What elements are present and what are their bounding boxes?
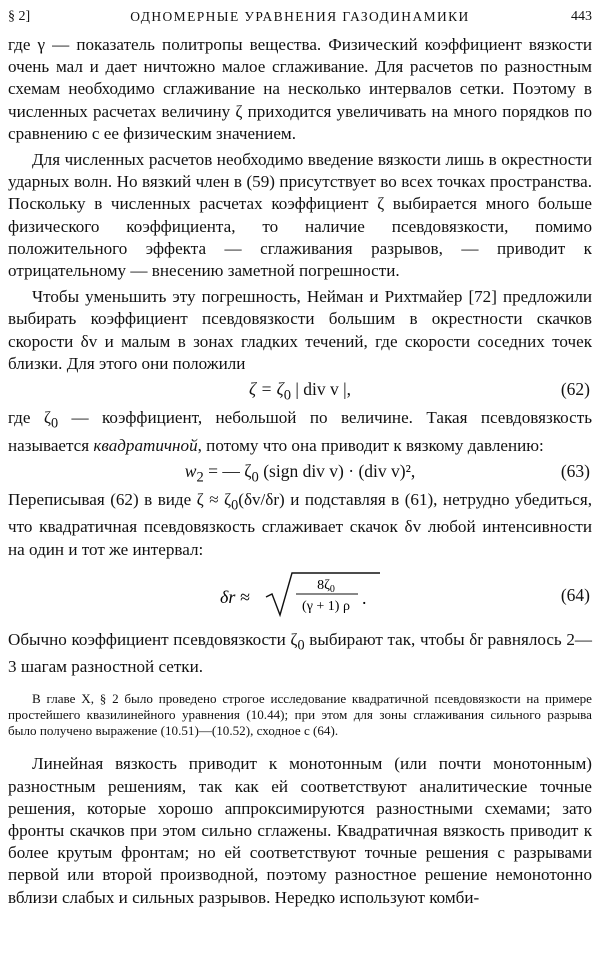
page	[8, 0, 592, 909]
equation-64-label: (64)	[560, 584, 590, 605]
eq64-numerator: $8\zeta_0$	[317, 577, 335, 595]
paragraph-6: Обычно коэффициент псевдовязкости $\zeta_0$ выбирают так, чтобы δr равнялось 2—3 шагам разностной сетки.	[8, 629, 593, 677]
equation-62-label: (62)	[560, 379, 590, 400]
equation-62-formula: $\zeta = \zeta_0$ | div v |,	[248, 379, 352, 404]
running-header	[8, 0, 592, 34]
equation-62	[8, 375, 592, 407]
paragraph-1: где γ — показатель политропы вещества. Физический коэффициент вязкости очень мал и дает ничтожно малое сглаживание. Для расчетов по разностным схемам необходимо сглаживание на несколько интервалов сетки. Поэтому в численных расчетах величину ζ приходится увеличивать на много порядков по сравнению с ее физическим значением.	[8, 35, 592, 143]
equation-63	[8, 457, 592, 489]
equation-63-label: (63)	[560, 460, 590, 481]
term-quadratic: квадратичной	[93, 435, 198, 455]
equation-63-formula: $w_2$ = — $\zeta_0$ (sign div v) · (div v)²,	[184, 460, 416, 486]
eq64-denominator: (γ + 1) ρ	[302, 598, 350, 614]
equation-64	[8, 567, 592, 625]
page-number: 443	[571, 9, 592, 24]
paragraph-3: Чтобы уменьшить эту погрешность, Нейман и Рихтмайер [72] предложили выбирать коэффициент псевдовязкости большим в окрестности скачков скорости δv и малым в зонах гладких течений, где скорости соседних точек близки. Для этого они положили	[8, 287, 592, 373]
paragraph-4: где $\zeta_0$ — коэффициент, небольшой по величине. Такая псевдовязкость называется квадратичной, потому что она приводит к вязкому давлению:	[8, 408, 592, 455]
paragraph-7: Линейная вязкость приводит к монотонным (или почти монотонным) разностным решениям, так как ей соответствуют аналитические точные решения, которые хорошо аппроксимируются разностными схемами; зато фронты скачков при этом сильно сглажены. Квадратичная вязкость приводит к более крутым фронтам; но ей соответствуют точные решения с разрывами первой или второй производной, поэтому разностное решение немонотонно вблизи слабых и сильных разрывов. Нередко используют комби-	[8, 754, 592, 907]
eq64-tail: .	[362, 587, 367, 608]
paragraph-5: Переписывая (62) в виде $\zeta \approx \zeta_0(\delta v/\delta r)$ и подставляя в (61), нетрудно убедиться, что квадратичная псевдовязкость сглаживает скачок δv любой интенсивности на один и тот же интервал:	[8, 489, 592, 559]
small-print-note: В главе X, § 2 было проведено строгое исследование квадратичной псевдовязкости на примере простейшего квазилинейного уравнения (10.44); при этом для зоны сглаживания сильного разрыва было получено выражение (10.51)—(10.52), сходное с (64).	[8, 690, 592, 739]
paragraph-2: Для численных расчетов необходимо введение вязкости лишь в окрестности ударных волн. Но вязкий член в (59) присутствует во всех точках пространства. Поскольку в численных расчетах коэффициент ζ выбирается много больше физического коэффициента, то наличие псевдовязкости, помимо положительного эффекта — сглаживания разрывов, — приводит к отрицательному — внесению заметной погрешности.	[8, 150, 592, 281]
running-title: ОДНОМЕРНЫЕ УРАВНЕНИЯ ГАЗОДИНАМИКИ	[130, 9, 470, 24]
eq64-lhs: δr ≈	[220, 586, 250, 607]
equation-64-formula	[8, 567, 592, 625]
section-marker: § 2]	[8, 9, 31, 24]
